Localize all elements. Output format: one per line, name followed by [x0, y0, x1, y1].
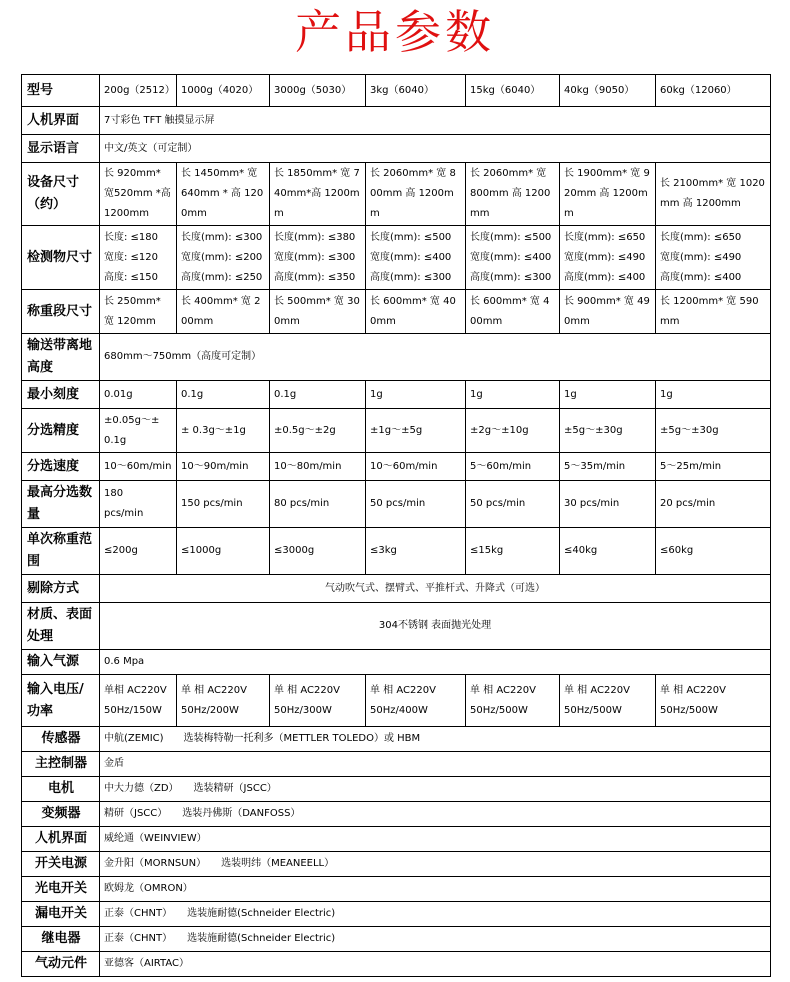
- row-label: 人机界面: [22, 107, 100, 135]
- value-cell: 50 pcs/min: [466, 481, 560, 528]
- table-row: [22, 409, 771, 453]
- span-cell: 金升阳（MORNSUN） 选装明纬（MEANEELL）: [100, 852, 771, 877]
- value-cell: ≤1000g: [177, 528, 270, 575]
- value-line: 高度(mm): ≤250: [181, 271, 263, 283]
- span-cell: 精研（JSCC） 选装丹佛斯（DANFOSS）: [100, 802, 771, 827]
- value-line: 长度: ≤180: [104, 231, 159, 243]
- value-cell: [100, 226, 177, 290]
- table-row: [22, 381, 771, 409]
- value-cell: ±0.05g～± 0.1g: [100, 409, 177, 453]
- table-row: [22, 107, 771, 135]
- table-row: [22, 528, 771, 575]
- value-cell: [560, 675, 656, 727]
- value-line: 长度(mm): ≤500: [370, 231, 452, 243]
- row-label: 输入电压/功率: [22, 675, 100, 727]
- value-cell: 1g: [560, 381, 656, 409]
- row-label: 型号: [22, 75, 100, 107]
- row-label: 开关电源: [22, 852, 100, 877]
- value-cell: [466, 226, 560, 290]
- model-cell: 200g（2512）: [100, 75, 177, 107]
- row-label: 人机界面: [22, 827, 100, 852]
- value-line: 50Hz/500W: [564, 704, 622, 716]
- table-row: [22, 952, 771, 977]
- value-line: 单 相 AC220V: [370, 684, 436, 696]
- span-cell: 正泰（CHNT） 选装施耐德(Schneider Electric): [100, 927, 771, 952]
- value-cell: 5～60m/min: [466, 453, 560, 481]
- value-cell: 1g: [656, 381, 771, 409]
- row-label: 材质、表面处理: [22, 603, 100, 650]
- value-line: 50Hz/150W: [104, 704, 162, 716]
- value-cell: ≤40kg: [560, 528, 656, 575]
- table-row: [22, 902, 771, 927]
- value-cell: 0.1g: [177, 381, 270, 409]
- value-cell: ≤3kg: [366, 528, 466, 575]
- row-label: 传感器: [22, 727, 100, 752]
- value-cell: 10～80m/min: [270, 453, 366, 481]
- value-cell: 长 1200mm* 宽 590mm: [656, 290, 771, 334]
- row-label: 主控制器: [22, 752, 100, 777]
- value-line: 50Hz/500W: [470, 704, 528, 716]
- row-label: 最小刻度: [22, 381, 100, 409]
- row-label: 光电开关: [22, 877, 100, 902]
- value-cell: 10～90m/min: [177, 453, 270, 481]
- table-row: [22, 752, 771, 777]
- value-line: 高度(mm): ≤400: [660, 271, 742, 283]
- page-title: 产品参数: [295, 5, 495, 59]
- value-cell: [270, 226, 366, 290]
- value-cell: ±1g～±5g: [366, 409, 466, 453]
- table-row: [22, 603, 771, 650]
- value-cell: 长 400mm* 宽 200mm: [177, 290, 270, 334]
- value-cell: 10～60m/min: [100, 453, 177, 481]
- span-cell: 0.6 Mpa: [100, 650, 771, 675]
- value-line: 宽度(mm): ≤490: [660, 251, 742, 263]
- row-label: 电机: [22, 777, 100, 802]
- value-cell: 长 1900mm* 宽 920mm 高 1200mm: [560, 163, 656, 226]
- row-label: 分选精度: [22, 409, 100, 453]
- value-cell: ±5g～±30g: [656, 409, 771, 453]
- span-cell: 气动吹气式、摆臂式、平推杆式、升降式（可选）: [100, 575, 771, 603]
- span-cell: 金盾: [100, 752, 771, 777]
- row-label: 气动元件: [22, 952, 100, 977]
- value-cell: 150 pcs/min: [177, 481, 270, 528]
- table-row: [22, 163, 771, 226]
- value-line: 宽度(mm): ≤200: [181, 251, 263, 263]
- row-label: 设备尺寸（约）: [22, 163, 100, 226]
- value-line: 长度(mm): ≤500: [470, 231, 552, 243]
- span-cell: 304不锈钢 表面抛光处理: [100, 603, 771, 650]
- value-cell: ±5g～±30g: [560, 409, 656, 453]
- table-row: [22, 650, 771, 675]
- value-cell: 80 pcs/min: [270, 481, 366, 528]
- model-cell: 3kg（6040）: [366, 75, 466, 107]
- value-cell: 长 920mm* 宽520mm *高 1200mm: [100, 163, 177, 226]
- value-line: 高度(mm): ≤300: [370, 271, 452, 283]
- value-cell: 长 900mm* 宽 490mm: [560, 290, 656, 334]
- table-row: [22, 135, 771, 163]
- value-cell: [100, 675, 177, 727]
- value-cell: [366, 226, 466, 290]
- table-row: [22, 575, 771, 603]
- value-cell: [177, 675, 270, 727]
- value-line: 单 相 AC220V: [274, 684, 340, 696]
- value-line: 高度(mm): ≤400: [564, 271, 646, 283]
- model-cell: 1000g（4020）: [177, 75, 270, 107]
- table-row: [22, 453, 771, 481]
- model-cell: 15kg（6040）: [466, 75, 560, 107]
- value-cell: 0.1g: [270, 381, 366, 409]
- table-row: [22, 481, 771, 528]
- value-cell: ≤200g: [100, 528, 177, 575]
- span-cell: 7寸彩色 TFT 触摸显示屏: [100, 107, 771, 135]
- value-line: 高度(mm): ≤300: [470, 271, 552, 283]
- row-label: 继电器: [22, 927, 100, 952]
- row-label: 检测物尺寸: [22, 226, 100, 290]
- table-row: [22, 226, 771, 290]
- row-label: 分选速度: [22, 453, 100, 481]
- value-line: 高度(mm): ≤350: [274, 271, 356, 283]
- value-line: 宽度(mm): ≤300: [274, 251, 356, 263]
- value-line: pcs/min: [104, 508, 144, 519]
- value-line: 单 相 AC220V: [470, 684, 536, 696]
- value-cell: [270, 675, 366, 727]
- table-row: [22, 777, 771, 802]
- value-cell: 长 500mm* 宽 300mm: [270, 290, 366, 334]
- value-cell: 20 pcs/min: [656, 481, 771, 528]
- value-cell: [100, 481, 177, 528]
- value-line: 单相 AC220V: [104, 684, 167, 696]
- value-line: 宽度(mm): ≤400: [370, 251, 452, 263]
- value-cell: [656, 226, 771, 290]
- span-cell: 680mm～750mm（高度可定制）: [100, 334, 771, 381]
- table-row: [22, 334, 771, 381]
- value-cell: 长 600mm* 宽 400mm: [366, 290, 466, 334]
- row-label: 单次称重范围: [22, 528, 100, 575]
- value-cell: [366, 675, 466, 727]
- value-cell: ±0.5g～±2g: [270, 409, 366, 453]
- value-cell: 长 2100mm* 宽 1020mm 高 1200mm: [656, 163, 771, 226]
- value-line: 长度(mm): ≤300: [181, 231, 263, 243]
- value-cell: 50 pcs/min: [366, 481, 466, 528]
- value-line: 单 相 AC220V: [564, 684, 630, 696]
- row-label: 输入气源: [22, 650, 100, 675]
- value-cell: ≤15kg: [466, 528, 560, 575]
- table-row: [22, 75, 771, 107]
- span-cell: 中大力德（ZD） 选装精研（JSCC）: [100, 777, 771, 802]
- value-line: 50Hz/300W: [274, 704, 332, 716]
- value-cell: [466, 675, 560, 727]
- value-line: 长度(mm): ≤650: [564, 231, 646, 243]
- value-cell: ± 0.3g～±1g: [177, 409, 270, 453]
- value-cell: ≤60kg: [656, 528, 771, 575]
- row-label: 输送带离地高度: [22, 334, 100, 381]
- value-cell: [560, 226, 656, 290]
- value-cell: 5～25m/min: [656, 453, 771, 481]
- value-line: 50Hz/400W: [370, 704, 428, 716]
- spec-table: [21, 74, 771, 977]
- table-row: [22, 827, 771, 852]
- table-row: [22, 802, 771, 827]
- value-line: 长度(mm): ≤650: [660, 231, 742, 243]
- span-cell: 威纶通（WEINVIEW）: [100, 827, 771, 852]
- value-cell: 长 600mm* 宽 400mm: [466, 290, 560, 334]
- span-cell: 亚德客（AIRTAC）: [100, 952, 771, 977]
- value-cell: 10～60m/min: [366, 453, 466, 481]
- value-cell: 长 1850mm* 宽 740mm*高 1200mm: [270, 163, 366, 226]
- row-label: 变频器: [22, 802, 100, 827]
- value-cell: 长 1450mm* 宽 640mm * 高 1200mm: [177, 163, 270, 226]
- value-line: 高度: ≤150: [104, 271, 159, 283]
- row-label: 最高分选数量: [22, 481, 100, 528]
- value-line: 50Hz/200W: [181, 704, 239, 716]
- row-label: 称重段尺寸: [22, 290, 100, 334]
- value-cell: 30 pcs/min: [560, 481, 656, 528]
- value-line: 180: [104, 488, 124, 499]
- value-cell: 1g: [366, 381, 466, 409]
- row-label: 显示语言: [22, 135, 100, 163]
- value-line: 单 相 AC220V: [660, 684, 726, 696]
- value-line: 长度(mm): ≤380: [274, 231, 356, 243]
- value-cell: [656, 675, 771, 727]
- model-cell: 40kg（9050）: [560, 75, 656, 107]
- table-row: [22, 290, 771, 334]
- value-line: 宽度(mm): ≤400: [470, 251, 552, 263]
- row-label: 漏电开关: [22, 902, 100, 927]
- model-cell: 60kg（12060）: [656, 75, 771, 107]
- span-cell: 正泰（CHNT） 选装施耐德(Schneider Electric): [100, 902, 771, 927]
- span-cell: 欧姆龙（OMRON）: [100, 877, 771, 902]
- span-cell: 中文/英文（可定制）: [100, 135, 771, 163]
- value-cell: 长 250mm* 宽 120mm: [100, 290, 177, 334]
- table-row: [22, 877, 771, 902]
- value-cell: 5～35m/min: [560, 453, 656, 481]
- value-line: 50Hz/500W: [660, 704, 718, 716]
- value-line: 单 相 AC220V: [181, 684, 247, 696]
- value-cell: 长 2060mm* 宽 800mm 高 1200mm: [366, 163, 466, 226]
- value-cell: ≤3000g: [270, 528, 366, 575]
- table-row: [22, 727, 771, 752]
- table-row: [22, 852, 771, 877]
- value-cell: 长 2060mm* 宽 800mm 高 1200mm: [466, 163, 560, 226]
- value-line: 宽度: ≤120: [104, 251, 159, 263]
- table-row: [22, 927, 771, 952]
- row-label: 剔除方式: [22, 575, 100, 603]
- value-cell: ±2g～±10g: [466, 409, 560, 453]
- table-row: [22, 675, 771, 727]
- value-cell: 1g: [466, 381, 560, 409]
- span-cell: 中航(ZEMIC) 选装梅特勒一托利多（METTLER TOLEDO）或 HBM: [100, 727, 771, 752]
- value-cell: [177, 226, 270, 290]
- value-cell: 0.01g: [100, 381, 177, 409]
- value-line: 宽度(mm): ≤490: [564, 251, 646, 263]
- model-cell: 3000g（5030）: [270, 75, 366, 107]
